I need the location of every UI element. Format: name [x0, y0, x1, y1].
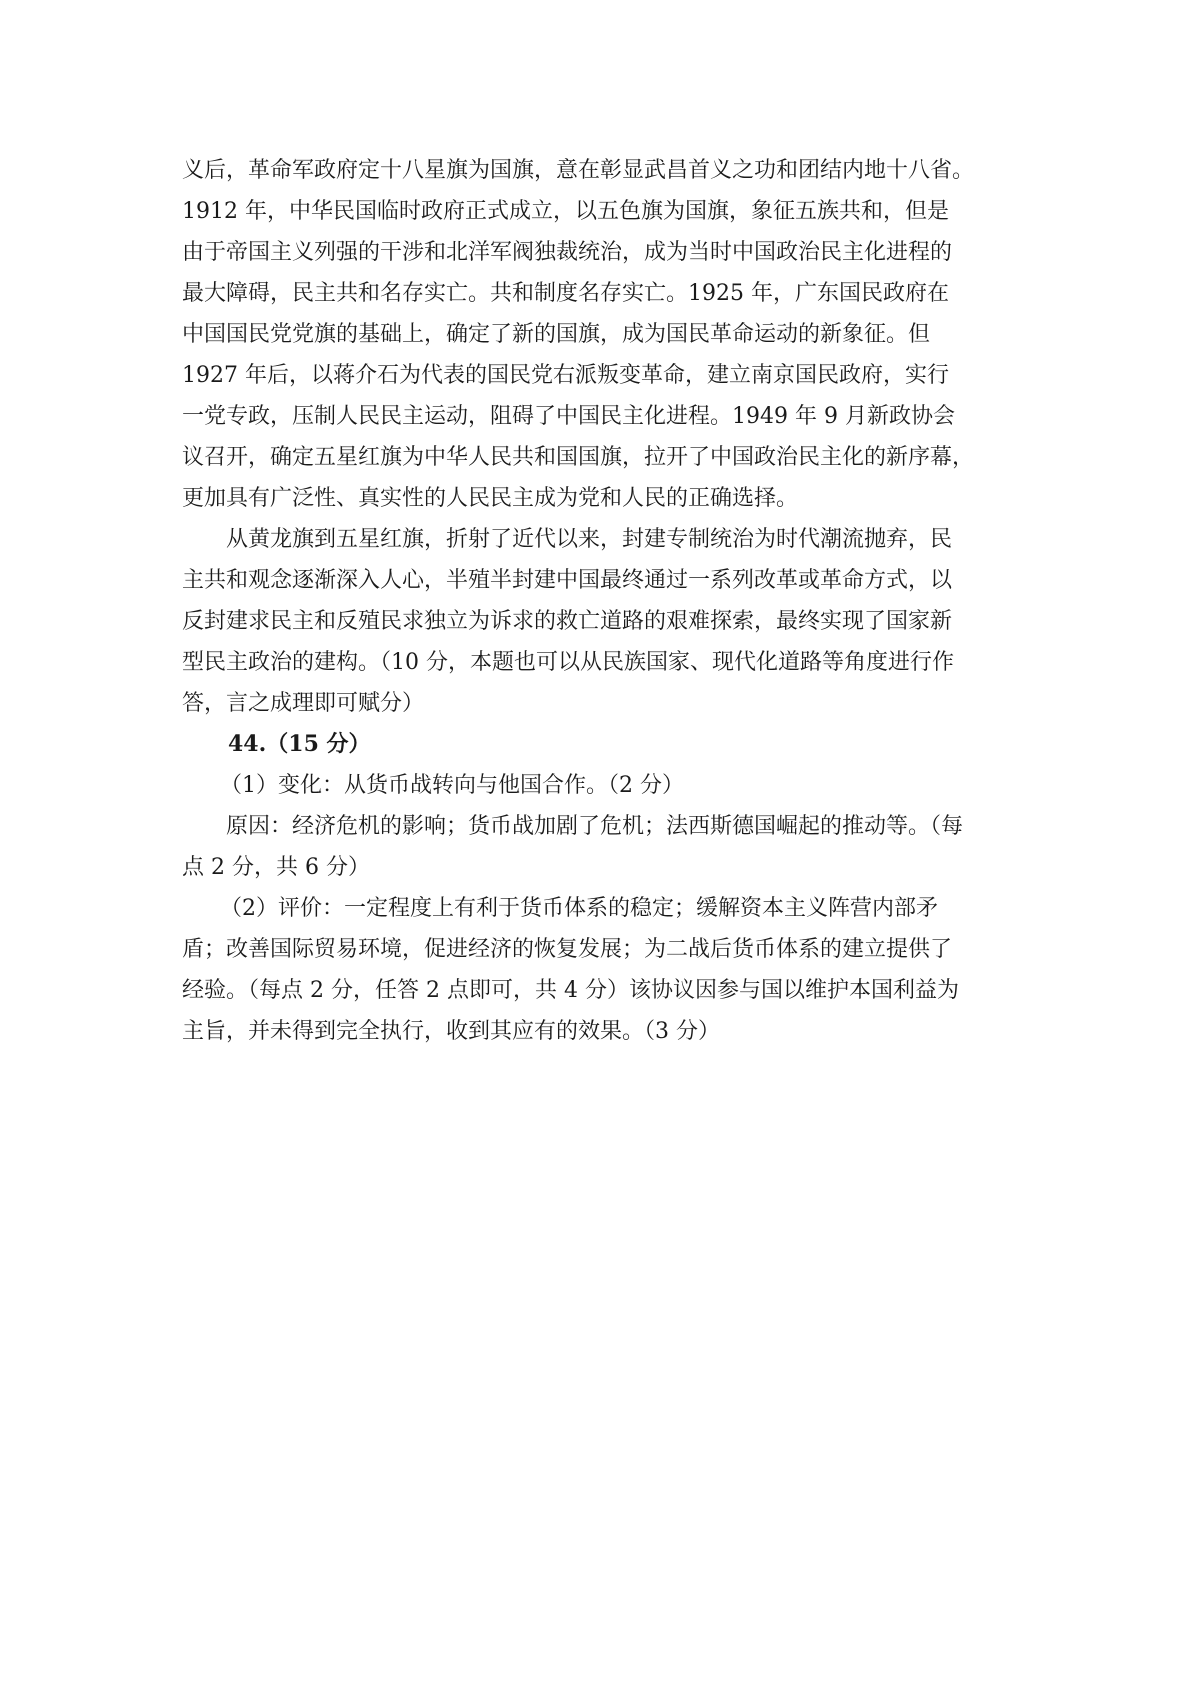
- text-line: 型民主政治的建构。（10 分，本题也可以从民族国家、现代化道路等角度进行作: [182, 650, 954, 675]
- text-line: （2）评价：一定程度上有利于货币体系的稳定；缓解资本主义阵营内部矛: [220, 896, 938, 921]
- text-line: 主共和观念逐渐深入人心，半殖半封建中国最终通过一系列改革或革命方式，以: [182, 568, 953, 593]
- text-line: 1912 年，中华民国临时政府正式成立，以五色旗为国旗，象征五族共和，但是: [182, 199, 949, 224]
- text-line: （1）变化：从货币战转向与他国合作。（2 分）: [220, 773, 684, 798]
- text-line: 更加具有广泛性、真实性的人民民主成为党和人民的正确选择。: [182, 486, 799, 511]
- text-line: 由于帝国主义列强的干涉和北洋军阀独裁统治，成为当时中国政治民主化进程的: [182, 240, 953, 265]
- text-line: 最大障碍，民主共和名存实亡。共和制度名存实亡。1925 年，广东国民政府在: [182, 281, 949, 306]
- text-line: 经验。（每点 2 分，任答 2 点即可，共 4 分）该协议因参与国以维护本国利益为: [182, 978, 959, 1003]
- text-line: 盾；改善国际贸易环境，促进经济的恢复发展；为二战后货币体系的建立提供了: [182, 937, 953, 962]
- text-line: 主旨，并未得到完全执行，收到其应有的效果。（3 分）: [182, 1019, 720, 1044]
- text-line: 点 2 分，共 6 分）: [182, 855, 370, 880]
- text-line: 1927 年后，以蒋介石为代表的国民党右派叛变革命，建立南京国民政府，实行: [182, 363, 949, 388]
- question-heading: 44.（15 分）: [228, 731, 371, 757]
- answer-text: [182, 150, 1032, 1052]
- text-line: 中国国民党党旗的基础上，确定了新的国旗，成为国民革命运动的新象征。但: [182, 322, 931, 347]
- text-line: 原因：经济危机的影响；货币战加剧了危机；法西斯德国崛起的推动等。（每: [226, 814, 964, 839]
- text-line: 从黄龙旗到五星红旗，折射了近代以来，封建专制统治为时代潮流抛弃，民: [226, 527, 953, 552]
- text-line: 一党专政，压制人民民主运动，阻碍了中国民主化进程。1949 年 9 月新政协会: [182, 404, 955, 429]
- text-line: 议召开，确定五星红旗为中华人民共和国国旗，拉开了中国政治民主化的新序幕，: [182, 445, 975, 470]
- text-line: 反封建求民主和反殖民求独立为诉求的救亡道路的艰难探索，最终实现了国家新: [182, 609, 953, 634]
- text-line: 义后，革命军政府定十八星旗为国旗，意在彰显武昌首义之功和团结内地十八省。: [182, 158, 975, 183]
- text-line: 答，言之成理即可赋分）: [182, 691, 425, 716]
